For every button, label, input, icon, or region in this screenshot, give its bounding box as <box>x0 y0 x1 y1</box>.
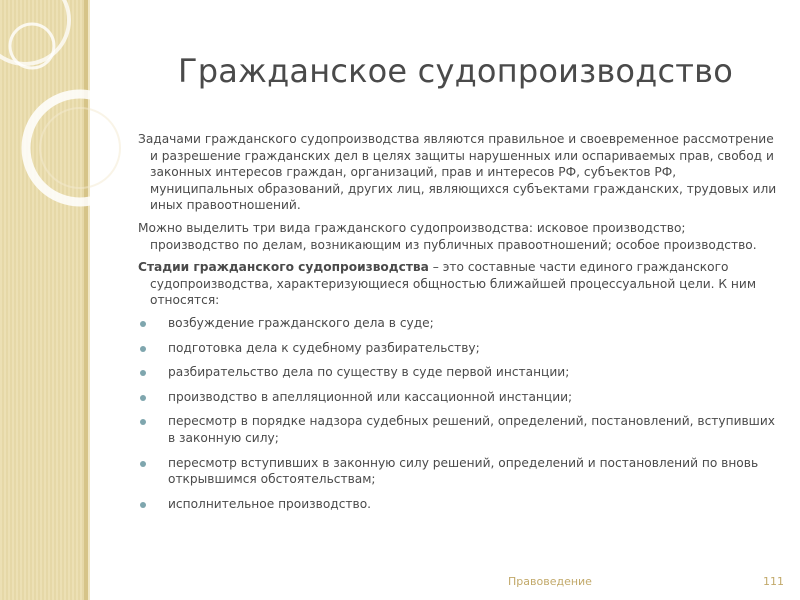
bullet-icon <box>140 395 146 401</box>
bullet-icon <box>140 419 146 425</box>
list-item <box>138 413 778 446</box>
list-item-text: пересмотр вступивших в законную силу решений, определений и постановлений по вновь открывшимся обстоятельствам; <box>168 455 759 487</box>
list-item <box>138 340 778 357</box>
list-item <box>138 455 778 488</box>
footer-label: Правоведение <box>508 575 592 588</box>
list-item-text: пересмотр в порядке надзора судебных решений, определений, постановлений, вступивших в законную силу; <box>168 414 775 445</box>
stages-definition: – это составные части единого гражданского судопроизводства, характеризующиеся общностью ближайшей процессуальной цели. К ним относятся: <box>150 260 757 308</box>
list-item-text: возбуждение гражданского дела в суде; <box>168 315 434 330</box>
list-item-text: подготовка дела к судебному разбирательству; <box>168 340 480 355</box>
bullet-icon <box>140 321 146 327</box>
stages-term: Стадии гражданского судопроизводства <box>138 260 429 275</box>
bullet-icon <box>140 502 146 508</box>
slide-title: Гражданское судопроизводство <box>178 52 733 90</box>
list-item <box>138 496 778 513</box>
list-item <box>138 389 778 406</box>
bullet-icon <box>140 346 146 352</box>
paragraph-tasks: Задачами гражданского судопроизводства являются правильное и своевременное рассмотрение и разрешение гражданских дел в целях защиты нарушенных или оспариваемых прав, свобод и законных интересов граждан, организаций, прав и интересов РФ, субъектов РФ, муниципальных образований, других лиц, являющихся субъектами гражданских, трудовых или иных правоотношений. <box>138 132 777 213</box>
list-item-text: исполнительное производство. <box>168 496 372 511</box>
page-number: 111 <box>763 575 784 588</box>
list-item <box>138 315 778 332</box>
stages-list <box>138 315 778 512</box>
list-item-text: разбирательство дела по существу в суде первой инстанции; <box>168 365 570 380</box>
bullet-icon <box>140 370 146 376</box>
list-item <box>138 364 778 381</box>
list-item-text: производство в апелляционной или кассационной инстанции; <box>168 389 573 404</box>
bullet-icon <box>140 461 146 467</box>
slide-body <box>138 131 778 520</box>
paragraph-types: Можно выделить три вида гражданского судопроизводства: исковое производство; производство по делам, возникающим из публичных правоотношений; особое производство. <box>138 220 757 252</box>
paragraph-stages-intro <box>138 259 778 309</box>
